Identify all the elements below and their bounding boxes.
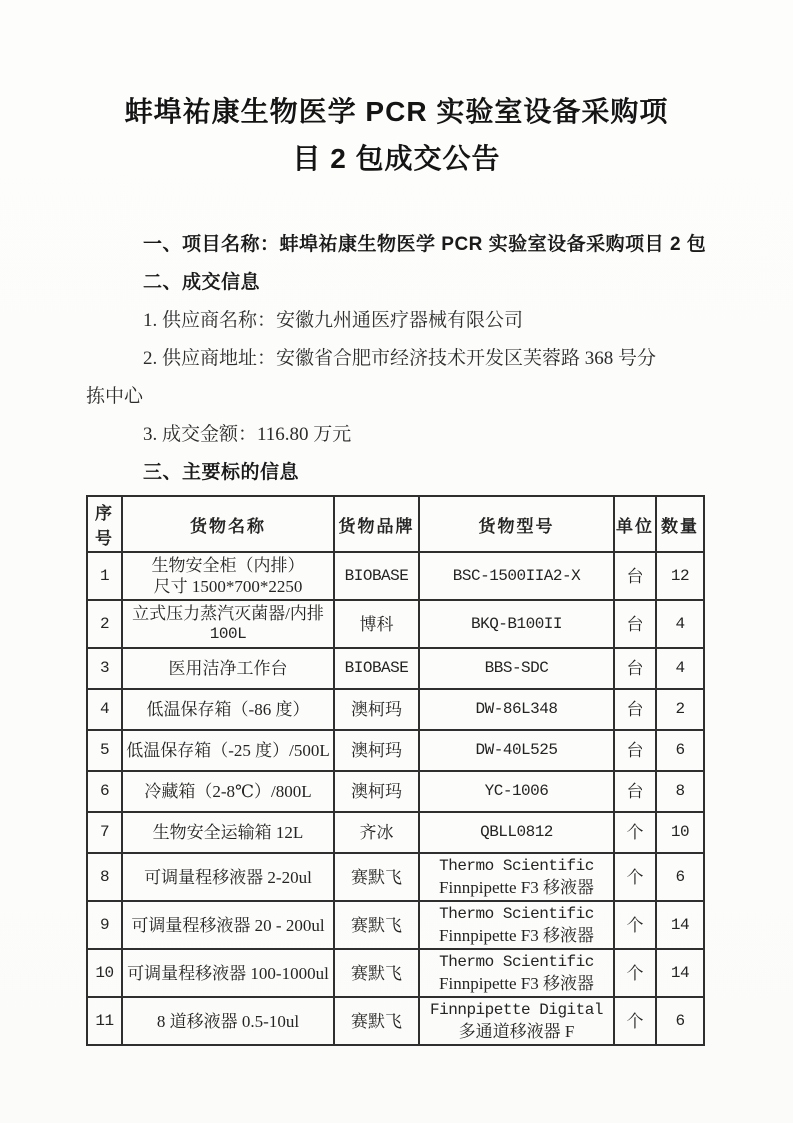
cell-text-line: 4 — [675, 614, 685, 633]
cell-text-line: 7 — [99, 823, 110, 841]
cell-brand — [334, 552, 419, 600]
table-row — [87, 552, 704, 600]
cell-goods-name — [122, 771, 334, 812]
cell-brand — [334, 997, 419, 1045]
cell-text-line: 个 — [626, 915, 644, 935]
cell-text-line: 可调量程移液器 100-1000ul — [127, 963, 329, 983]
document-title-line-1: 蚌埠祐康生物医学 PCR 实验室设备采购项 — [124, 96, 669, 127]
cell-text-line: 澳柯玛 — [351, 700, 402, 719]
cell-goods-name — [122, 552, 334, 600]
cell-text-line: BSC-1500IIA2-X — [452, 566, 581, 585]
column-header: 货物名称 — [122, 496, 334, 552]
table-header-row — [87, 496, 704, 552]
supplier-name-line: 1. 供应商名称：安徽九州通医疗器械有限公司 — [143, 310, 524, 331]
table-row — [87, 730, 704, 771]
cell-text-line: 台 — [626, 659, 644, 678]
cell-goods-name — [122, 853, 334, 901]
award-amount-line: 3. 成交金额：116.80 万元 — [143, 424, 352, 445]
cell-goods-name — [122, 949, 334, 997]
table-row — [87, 812, 704, 853]
table-row — [87, 648, 704, 689]
cell-serial — [87, 997, 122, 1045]
cell-text-line: 6 — [99, 782, 110, 800]
cell-text-line: 个 — [626, 823, 644, 842]
cell-text-line: 澳柯玛 — [351, 741, 402, 760]
cell-model — [419, 853, 614, 901]
column-header: 货物型号 — [419, 496, 614, 552]
cell-quantity — [656, 853, 704, 901]
cell-serial — [87, 812, 122, 853]
cell-brand — [334, 901, 419, 949]
cell-brand — [334, 648, 419, 689]
cell-unit — [614, 997, 656, 1045]
cell-text-line: 1 — [99, 566, 110, 585]
cell-text-line: Thermo Scientific — [439, 953, 594, 971]
cell-text-line: 齐冰 — [359, 823, 394, 842]
cell-serial — [87, 730, 122, 771]
cell-serial — [87, 949, 122, 997]
cell-unit — [614, 689, 656, 730]
cell-model — [419, 689, 614, 730]
cell-quantity — [656, 812, 704, 853]
table-row — [87, 689, 704, 730]
cell-brand — [334, 949, 419, 997]
cell-text-line: 生物安全运输箱 12L — [152, 823, 304, 842]
cell-unit — [614, 771, 656, 812]
table-row — [87, 600, 704, 648]
cell-brand — [334, 600, 419, 648]
cell-text-line: 博科 — [359, 614, 394, 634]
table-row — [87, 771, 704, 812]
cell-text-line: Finnpipette F3 移液器 — [439, 974, 594, 993]
document-title-line-2: 目 2 包成交公告 — [292, 143, 501, 174]
cell-text-line: Finnpipette F3 移液器 — [439, 926, 594, 945]
supplier-address-line-2: 拣中心 — [86, 386, 144, 407]
cell-text-line: 6 — [675, 1011, 685, 1030]
cell-model — [419, 771, 614, 812]
cell-text-line: DW-40L525 — [475, 741, 558, 759]
cell-text-line: 8 — [99, 867, 110, 886]
cell-text-line: 2 — [675, 700, 685, 718]
supplier-address-line-1: 2. 供应商地址：安徽省合肥市经济技术开发区芙蓉路 368 号分 — [143, 348, 657, 369]
cell-text-line: 医用洁净工作台 — [168, 659, 288, 678]
cell-model — [419, 600, 614, 648]
cell-text-line: 8 — [675, 782, 685, 800]
cell-text-line: 多通道移液器 F — [458, 1022, 575, 1041]
table-row — [87, 901, 704, 949]
cell-text-line: 个 — [626, 867, 644, 887]
cell-model — [419, 730, 614, 771]
table-row — [87, 997, 704, 1045]
cell-quantity — [656, 648, 704, 689]
cell-text-line: BBS-SDC — [484, 659, 549, 677]
cell-text-line: 2 — [99, 614, 110, 633]
cell-quantity — [656, 600, 704, 648]
cell-unit — [614, 812, 656, 853]
cell-text-line: 10 — [670, 823, 690, 841]
cell-unit — [614, 949, 656, 997]
cell-text-line: 赛默飞 — [351, 963, 402, 983]
cell-brand — [334, 853, 419, 901]
cell-text-line: BIOBASE — [344, 566, 409, 585]
document-body — [86, 226, 707, 1046]
cell-text-line: Thermo Scientific — [439, 857, 594, 875]
cell-text-line: 个 — [626, 963, 644, 983]
cell-text-line: 低温保存箱（-25 度）/500L — [126, 741, 330, 760]
cell-text-line: 8 道移液器 0.5-10ul — [156, 1011, 300, 1031]
cell-goods-name — [122, 689, 334, 730]
cell-goods-name — [122, 600, 334, 648]
cell-serial — [87, 901, 122, 949]
cell-text-line: 6 — [675, 741, 685, 759]
cell-text-line: 4 — [675, 659, 685, 677]
cell-text-line: 9 — [99, 915, 110, 934]
cell-text-line: DW-86L348 — [475, 700, 558, 718]
cell-text-line: 3 — [99, 659, 110, 677]
cell-serial — [87, 853, 122, 901]
cell-unit — [614, 901, 656, 949]
cell-text-line: BIOBASE — [344, 659, 409, 677]
cell-unit — [614, 552, 656, 600]
cell-text-line: Thermo Scientific — [439, 905, 594, 923]
cell-serial — [87, 600, 122, 648]
cell-text-line: YC-1006 — [484, 782, 549, 800]
cell-text-line: 14 — [670, 963, 690, 982]
items-table — [86, 495, 705, 1046]
cell-text-line: 冷藏箱（2-8℃）/800L — [144, 782, 312, 801]
cell-goods-name — [122, 901, 334, 949]
cell-brand — [334, 689, 419, 730]
column-header: 序号 — [87, 496, 122, 552]
cell-unit — [614, 600, 656, 648]
cell-text-line: 澳柯玛 — [351, 782, 402, 801]
cell-quantity — [656, 997, 704, 1045]
table-row — [87, 949, 704, 997]
cell-model — [419, 648, 614, 689]
cell-text-line: 生物安全柜（内排） — [151, 556, 305, 575]
cell-goods-name — [122, 730, 334, 771]
cell-brand — [334, 730, 419, 771]
cell-text-line: 立式压力蒸汽灭菌器/内排 — [132, 604, 324, 623]
cell-text-line: 赛默飞 — [351, 1011, 402, 1031]
cell-goods-name — [122, 812, 334, 853]
cell-model — [419, 997, 614, 1045]
cell-quantity — [656, 771, 704, 812]
cell-quantity — [656, 552, 704, 600]
cell-text-line: 11 — [95, 1011, 114, 1030]
document-title — [64, 88, 729, 182]
cell-text-line: BKQ-B100II — [470, 614, 562, 633]
table-row — [87, 853, 704, 901]
cell-text-line: Finnpipette Digital — [430, 1001, 603, 1019]
cell-serial — [87, 648, 122, 689]
cell-text-line: 可调量程移液器 2-20ul — [144, 867, 312, 887]
cell-text-line: 个 — [626, 1011, 644, 1031]
cell-model — [419, 552, 614, 600]
cell-serial — [87, 689, 122, 730]
cell-text-line: 台 — [626, 700, 644, 719]
cell-serial — [87, 552, 122, 600]
cell-text-line: Finnpipette F3 移液器 — [439, 878, 594, 897]
cell-unit — [614, 730, 656, 771]
cell-quantity — [656, 689, 704, 730]
cell-brand — [334, 771, 419, 812]
cell-text-line: 可调量程移液器 20 - 200ul — [131, 915, 325, 935]
cell-quantity — [656, 949, 704, 997]
column-header: 单位 — [614, 496, 656, 552]
cell-model — [419, 949, 614, 997]
cell-text-line: 尺寸 1500*700*2250 — [153, 577, 303, 596]
cell-text-line: 台 — [626, 566, 644, 586]
cell-unit — [614, 648, 656, 689]
cell-text-line: 12 — [670, 566, 690, 585]
cell-text-line: 台 — [626, 614, 644, 634]
section-award-info-heading: 二、成交信息 — [143, 272, 261, 293]
cell-goods-name — [122, 648, 334, 689]
cell-model — [419, 901, 614, 949]
cell-quantity — [656, 901, 704, 949]
cell-text-line: 低温保存箱（-86 度） — [146, 700, 310, 719]
cell-text-line: 台 — [626, 782, 644, 801]
cell-text-line: 6 — [675, 867, 685, 886]
cell-brand — [334, 812, 419, 853]
cell-text-line: 赛默飞 — [351, 915, 402, 935]
section-project-name: 一、项目名称：蚌埠祐康生物医学 PCR 实验室设备采购项目 2 包 — [143, 234, 707, 255]
cell-quantity — [656, 730, 704, 771]
section-main-items-heading: 三、主要标的信息 — [143, 462, 300, 483]
cell-text-line: QBLL0812 — [480, 823, 553, 841]
column-header: 数量 — [656, 496, 704, 552]
cell-text-line: 台 — [626, 741, 644, 760]
cell-serial — [87, 771, 122, 812]
cell-text-line: 4 — [99, 700, 110, 718]
column-header: 货物品牌 — [334, 496, 419, 552]
cell-goods-name — [122, 997, 334, 1045]
cell-text-line: 赛默飞 — [351, 867, 402, 887]
cell-text-line: 14 — [670, 915, 690, 934]
cell-unit — [614, 853, 656, 901]
cell-text-line: 100L — [209, 625, 247, 643]
cell-model — [419, 812, 614, 853]
cell-text-line: 10 — [95, 963, 114, 982]
cell-text-line: 5 — [99, 741, 110, 759]
